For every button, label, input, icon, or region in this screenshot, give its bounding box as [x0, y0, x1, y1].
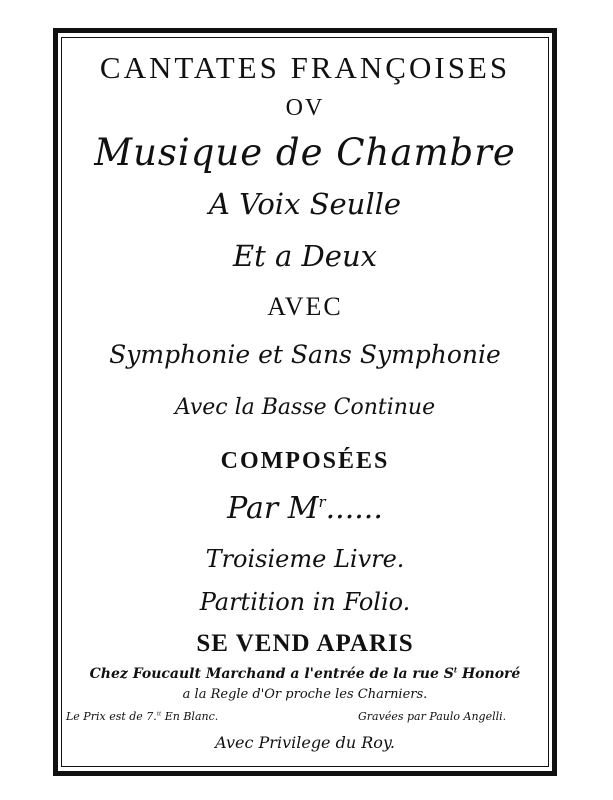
main-title: CANTATES FRANÇOISES [99, 50, 511, 85]
et-a-deux: Et a Deux [233, 239, 377, 273]
partition-in-folio: Partition in Folio. [199, 588, 411, 616]
publisher-sup: t [453, 665, 458, 675]
price-prefix: Le Prix est de 7. [66, 710, 157, 723]
publisher-suffix: Honoré [457, 666, 521, 682]
privilege-line: Avec Privilege du Roy. [215, 733, 395, 752]
subtitle-ou: OV [285, 95, 325, 121]
troisieme-livre: Troisieme Livre. [205, 545, 405, 573]
publisher-line [64, 667, 546, 681]
price-suffix: En Blanc. [161, 710, 219, 723]
basse-continue-line: Avec la Basse Continue [174, 395, 436, 420]
composees-heading: COMPOSÉES [220, 448, 390, 474]
price-sup: tt [156, 711, 162, 718]
composer-line [64, 491, 546, 526]
voix-seulle: A Voix Seulle [208, 187, 402, 221]
symphonie-line: Symphonie et Sans Symphonie [109, 340, 501, 369]
se-vend-aparis: SE VEND APARIS [196, 630, 414, 657]
composer-sup: r [318, 493, 326, 511]
publisher-prefix: Chez Foucault Marchand a l'entrée de la rue S [89, 666, 454, 682]
composer-suffix: ...... [325, 491, 383, 526]
price-line [66, 711, 218, 722]
avec-heading: AVEC [267, 292, 343, 321]
address-line: a la Regle d'Or proche les Charniers. [182, 687, 428, 702]
composer-prefix: Par M [227, 491, 319, 526]
engraver-line: Gravées par Paulo Angelli. [358, 710, 507, 723]
musique-de-chambre: Musique de Chambre [94, 131, 516, 174]
